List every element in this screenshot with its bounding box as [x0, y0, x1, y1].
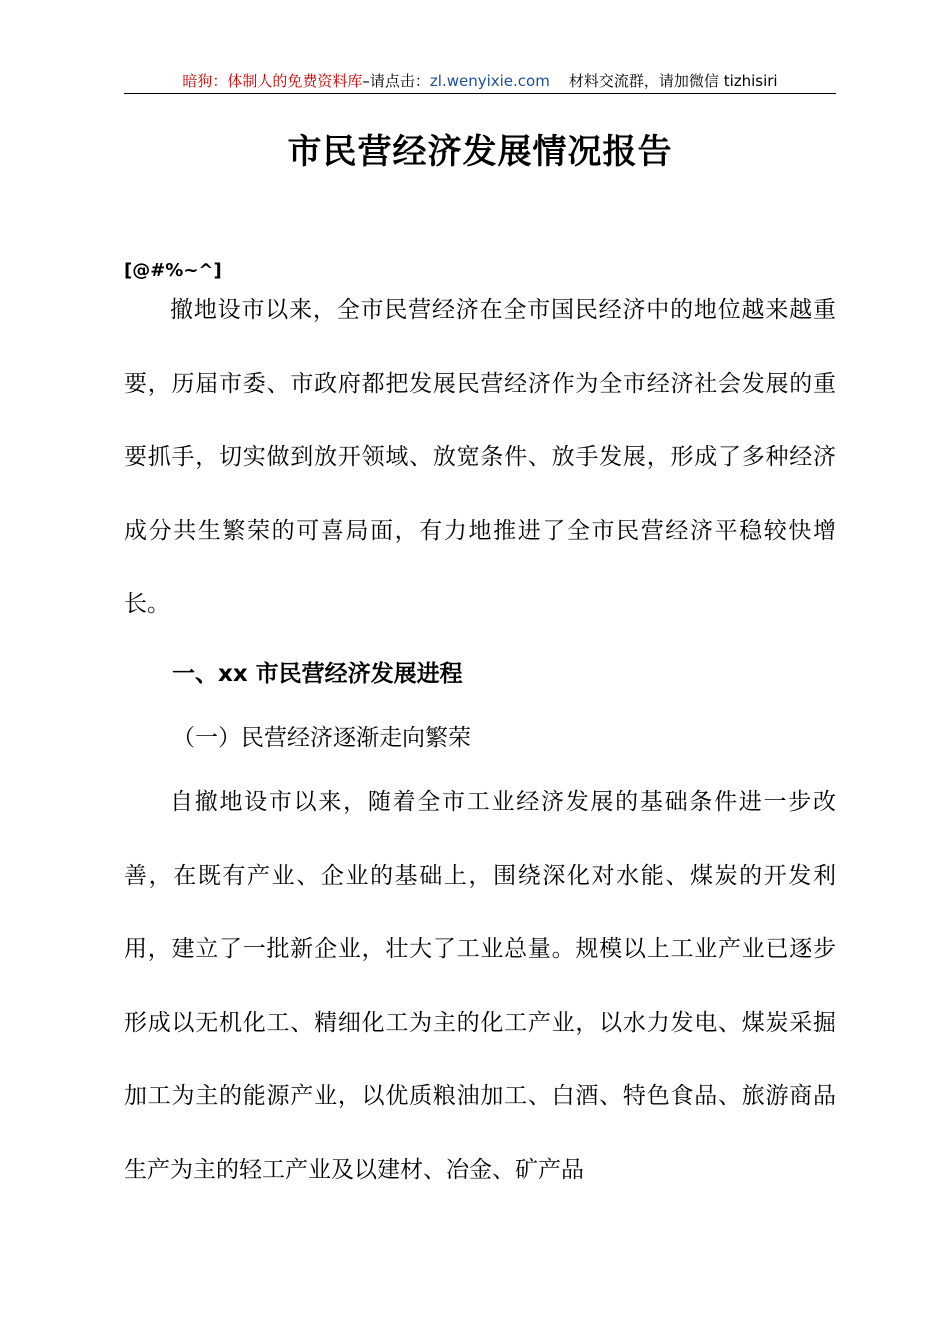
site-url-link[interactable]: zl.wenyixie.com	[429, 72, 550, 90]
header-divider	[124, 93, 836, 94]
section-heading: 一、xx 市民营经济发展进程	[172, 661, 463, 687]
intro-paragraph: 撤地设市以来，全市民营经济在全市国民经济中的地位越来越重要，历届市委、市政府都把发展民营经济作为全市经济社会发展的重要抓手，切实做到放开领域、放宽条件、放手发展，形成了多种经济成分共生繁荣的可喜局面，有力地推进了全市民营经济平稳较快增长。	[124, 297, 836, 618]
click-prefix: –请点击：	[362, 72, 430, 90]
contact-note: 材料交流群，请加微信 tizhisiri	[568, 72, 778, 90]
site-label: 暗狗：体制人的免费资料库	[182, 72, 363, 90]
document-title: 市民营经济发展情况报告	[287, 132, 673, 172]
body-paragraph: 自撤地设市以来，随着全市工业经济发展的基础条件进一步改善，在既有产业、企业的基础上，围绕深化对水能、煤炭的开发利用，建立了一批新企业，壮大了工业总量。规模以上工业产业已逐步形成以无机化工、精细化工为主的化工产业，以水力发电、煤炭采掘加工为主的能源产业，以优质粮油加工、白酒、特色食品、旅游商品生产为主的轻工产业及以建材、冶金、矿产品	[124, 789, 836, 1183]
document-marker: [@#%~^]	[124, 260, 222, 281]
subsection-heading: （一）民营经济逐渐走向繁荣	[172, 725, 471, 751]
page-header	[124, 70, 836, 92]
